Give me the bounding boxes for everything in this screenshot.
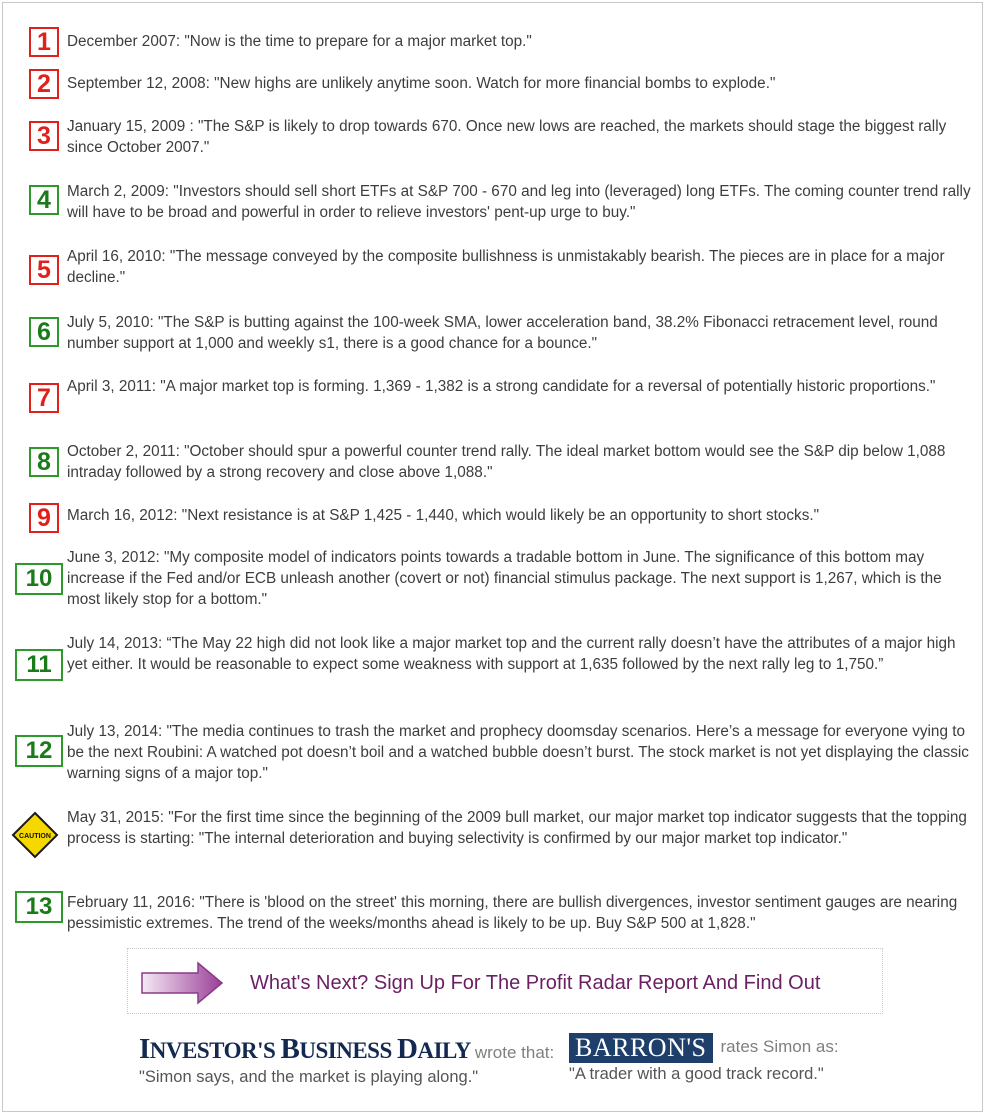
prediction-badge-green: 8 bbox=[29, 447, 59, 477]
prediction-text: June 3, 2012: "My composite model of indicators points towards a tradable bottom in June. The significance of this bottom may increase if the Fed and/or ECB unleash another (covert or not) financial stimulus package. The next support is 1,267, which is the most likely stop for a bottom." bbox=[67, 549, 942, 608]
ibd-logo: INVESTOR'S BUSINESS DAILY wrote that: bbox=[139, 1033, 555, 1065]
caution-sign-icon bbox=[11, 811, 59, 859]
prediction-text: April 3, 2011: "A major market top is forming. 1,369 - 1,382 is a strong candidate for a reversal of potentially historic proportions." bbox=[67, 378, 936, 395]
prediction-text: February 11, 2016: "There is 'blood on the street' this morning, there are bullish divergences, investor sentiment gauges are nearing pessimistic extremes. The trend of the weeks/months ahead is likely to be up. Buy S&P 500 at 1,828." bbox=[67, 894, 958, 932]
prediction-text: July 13, 2014: "The media continues to trash the market and prophecy doomsday scenarios. Here’s a message for everyone vying to be the next Roubini: A watched pot doesn’t boil and a watched bubble doesn’t burst. The stock market is not yet displaying the classic warning signs of a major top." bbox=[67, 723, 969, 782]
caution-sign-label: CAUTION bbox=[19, 833, 51, 840]
signup-cta-link[interactable]: What's Next? Sign Up For The Profit Radar Report And Find Out bbox=[250, 972, 821, 994]
prediction-text: July 5, 2010: "The S&P is butting against the 100-week SMA, lower acceleration band, 38.2% Fibonacci retracement level, round number support at 1,000 and weekly s1, there is a good chance for a bounce." bbox=[67, 314, 938, 352]
prediction-text: January 15, 2009 : "The S&P is likely to drop towards 670. Once new lows are reached, the markets should stage the biggest rally since October 2007." bbox=[67, 118, 947, 156]
prediction-badge-red: 9 bbox=[29, 503, 59, 533]
prediction-text: September 12, 2008: "New highs are unlikely anytime soon. Watch for more financial bombs to explode." bbox=[67, 75, 776, 92]
signup-cta-banner[interactable] bbox=[127, 948, 883, 1014]
prediction-text: April 16, 2010: "The message conveyed by the composite bullishness is unmistakably bearish. The pieces are in place for a major decline." bbox=[67, 248, 945, 286]
barrons-logo: BARRON'S bbox=[569, 1033, 713, 1063]
predictions-panel bbox=[2, 2, 983, 1112]
ibd-wrote-label: wrote that: bbox=[474, 1043, 555, 1062]
prediction-badge-green: 12 bbox=[15, 735, 63, 767]
prediction-badge-red: 1 bbox=[29, 27, 59, 57]
prediction-text: July 14, 2013: “The May 22 high did not look like a major market top and the current rally doesn’t have the attributes of a major high yet either. It would be reasonable to expect some weakness with support at 1,635 followed by the next rally leg to 1,750.” bbox=[67, 635, 956, 673]
barrons-testimonial bbox=[569, 1033, 839, 1103]
prediction-text: May 31, 2015: "For the first time since the beginning of the 2009 bull market, our major market top indicator suggests that the topping process is starting: "The internal deterioration and buying selectivity is confirmed by our major market top indicator." bbox=[67, 809, 967, 847]
prediction-badge-red: 3 bbox=[29, 121, 59, 151]
prediction-badge-green: 4 bbox=[29, 185, 59, 215]
prediction-badge-red: 2 bbox=[29, 69, 59, 99]
prediction-badge-green: 6 bbox=[29, 317, 59, 347]
prediction-badge-green: 10 bbox=[15, 563, 63, 595]
barrons-quote: "A trader with a good track record." bbox=[569, 1065, 824, 1083]
ibd-testimonial bbox=[139, 1033, 554, 1103]
ibd-quote: "Simon says, and the market is playing along." bbox=[139, 1068, 479, 1086]
prediction-badge-green: 11 bbox=[15, 649, 63, 681]
prediction-text: March 2, 2009: "Investors should sell short ETFs at S&P 700 - 670 and leg into (leveraged) long ETFs. The coming counter trend rally will have to be broad and powerful in order to relieve investors' pent-up urge to buy." bbox=[67, 183, 971, 221]
prediction-text: March 16, 2012: "Next resistance is at S&P 1,425 - 1,440, which would likely be an opportunity to short stocks." bbox=[67, 507, 820, 524]
arrow-right-icon bbox=[140, 961, 224, 1005]
barrons-rates-label: rates Simon as: bbox=[720, 1037, 839, 1056]
prediction-text: October 2, 2011: "October should spur a powerful counter trend rally. The ideal market bottom would see the S&P dip below 1,088 intraday followed by a strong recovery and close above 1,088." bbox=[67, 443, 946, 481]
prediction-badge-red: 7 bbox=[29, 383, 59, 413]
prediction-text: December 2007: "Now is the time to prepare for a major market top." bbox=[67, 33, 532, 50]
prediction-badge-red: 5 bbox=[29, 255, 59, 285]
prediction-badge-green: 13 bbox=[15, 891, 63, 923]
